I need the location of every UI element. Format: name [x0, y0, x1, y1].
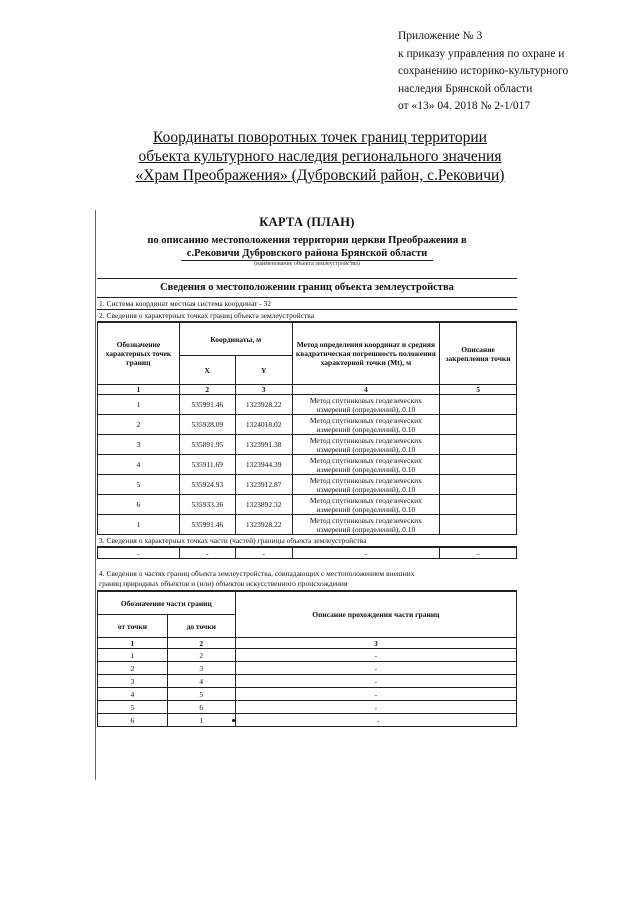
description-cell [440, 455, 517, 475]
column-number: 4 [292, 385, 440, 395]
header-coordinates: Координаты, м [179, 323, 292, 356]
method-cell [292, 495, 440, 515]
karta-subtitle-line: по описанию местоположения территории церкви Преображения в [147, 235, 467, 246]
from-cell: 5 [98, 701, 168, 714]
appendix-line: Приложение № 3 [398, 30, 483, 42]
passage-cell: - [235, 649, 516, 662]
section-3-table [97, 547, 517, 559]
header-y: Y [235, 356, 292, 385]
method-line: измерений (определений), 0.10 [316, 524, 416, 534]
appendix-line: от «13» 04. 2018 № 2-1/017 [398, 100, 531, 112]
x-cell: 535991.46 [179, 395, 235, 415]
x-cell: 535928.09 [179, 415, 235, 435]
appendix-line: сохранению историко-культурного [398, 65, 569, 77]
karta-subtitle [97, 234, 517, 261]
section-4-line: границ природных объектов и (или) объектов искусственного происхождения [99, 579, 348, 588]
empty-cell: - [440, 548, 517, 559]
method-line: Метод спутниковых геодезических [309, 475, 422, 485]
y-cell: 1323928.22 [235, 395, 292, 415]
empty-cell: - [292, 548, 440, 559]
table-row [98, 475, 517, 495]
column-number: 3 [235, 385, 292, 395]
section-3-text: 3. Сведения о характерных точках части (частей) границы объекта землеустройства [97, 535, 517, 547]
passage-cell [235, 714, 516, 727]
method-cell [292, 415, 440, 435]
table-row [98, 714, 517, 727]
passage-cell: - [235, 662, 516, 675]
karta-subtitle-line: с.Рековичи Дубровского района Брянской области [181, 247, 433, 261]
from-cell: 4 [98, 688, 168, 701]
table-row [98, 495, 517, 515]
scan-left-border [95, 210, 96, 780]
method-line: Метод спутниковых геодезических [309, 495, 422, 505]
method-line: измерений (определений), 0.10 [316, 424, 416, 434]
karta-note: (наименование объекта землеустройства) [254, 261, 360, 267]
method-line: Метод спутниковых геодезических [309, 435, 422, 445]
description-cell [440, 495, 517, 515]
table-row [98, 662, 517, 675]
header-from-point: от точки [98, 615, 168, 638]
header-x: X [179, 356, 235, 385]
header-to-point: до точки [167, 615, 235, 638]
description-cell [440, 475, 517, 495]
column-number: 5 [440, 385, 517, 395]
method-line: Метод спутниковых геодезических [309, 455, 422, 465]
column-number: 2 [167, 638, 235, 649]
empty-cell: - [179, 548, 235, 559]
table-row [98, 435, 517, 455]
from-cell: 6 [98, 714, 168, 727]
title-line: Координаты поворотных точек границ территории [153, 129, 487, 146]
column-number: 1 [98, 385, 180, 395]
column-number: 2 [179, 385, 235, 395]
table-row [98, 675, 517, 688]
header-passage-description: Описание прохождения части границ [235, 592, 516, 638]
header-parts: Обозначение части границ [98, 592, 236, 615]
coordinates-table [97, 322, 517, 535]
x-cell: 535911.69 [179, 455, 235, 475]
passage-cell: - [235, 675, 516, 688]
description-cell [440, 415, 517, 435]
table-row [98, 395, 517, 415]
method-line: измерений (определений), 0.10 [316, 504, 416, 514]
header-description: Описание закрепления точки [440, 323, 517, 385]
header-point: Обозначение характерных точек границ [98, 323, 180, 385]
table-row [98, 548, 517, 559]
method-cell [292, 515, 440, 535]
x-cell: 535933.36 [179, 495, 235, 515]
table-row [98, 455, 517, 475]
boundary-parts-table [97, 591, 517, 727]
y-cell: 1323912.87 [235, 475, 292, 495]
description-cell [440, 435, 517, 455]
point-cell: 3 [98, 435, 180, 455]
point-cell: 6 [98, 495, 180, 515]
to-cell: 2 [167, 649, 235, 662]
to-value: 1 [199, 715, 204, 725]
karta-sheet [97, 213, 517, 727]
column-number: 1 [98, 638, 168, 649]
empty-cell: - [98, 548, 180, 559]
y-cell: 1323928.22 [235, 515, 292, 535]
x-cell: 535991.46 [179, 515, 235, 535]
document-title [0, 128, 640, 185]
section-2-text: 2. Сведения о характерных точках границ объекта землеустройства [97, 310, 517, 322]
header-method: Метод определения координат и средняя квадратическая погрешность положения характерной точки (Mt), м [292, 323, 440, 385]
passage-cell: - [235, 688, 516, 701]
table-row [98, 701, 517, 714]
empty-cell: - [235, 548, 292, 559]
method-line: Метод спутниковых геодезических [309, 395, 422, 405]
method-line: измерений (определений), 0.10 [316, 484, 416, 494]
column-number: 3 [235, 638, 516, 649]
point-cell: 1 [98, 395, 180, 415]
y-cell: 1323991.38 [235, 435, 292, 455]
appendix-block [398, 28, 568, 116]
to-cell: 4 [167, 675, 235, 688]
x-cell: 535924.93 [179, 475, 235, 495]
section-title: Сведения о местоположении границ объекта землеустройства [97, 278, 517, 298]
from-cell: 2 [98, 662, 168, 675]
y-cell: 1324018.02 [235, 415, 292, 435]
description-cell [440, 515, 517, 535]
method-cell [292, 435, 440, 455]
table-row [98, 415, 517, 435]
x-cell: 535891.95 [179, 435, 235, 455]
passage-cell: - [235, 701, 516, 714]
section-4-line: 4. Сведения о частях границ объекта землеустройства, совпадающих с местоположением внешних [99, 569, 415, 578]
to-cell [167, 714, 235, 727]
to-cell: 5 [167, 688, 235, 701]
passage-value: - [377, 715, 380, 725]
karta-title: КАРТА (ПЛАН) [259, 215, 355, 229]
point-cell: 5 [98, 475, 180, 495]
to-cell: 6 [167, 701, 235, 714]
point-cell: 4 [98, 455, 180, 475]
method-line: измерений (определений), 0.10 [316, 404, 416, 414]
table-row [98, 515, 517, 535]
method-line: Метод спутниковых геодезических [309, 415, 422, 425]
method-line: измерений (определений), 0.10 [316, 464, 416, 474]
method-cell [292, 395, 440, 415]
y-cell: 1323892.32 [235, 495, 292, 515]
section-1-text: 1. Система координат местная система координат - 32 [97, 298, 517, 310]
description-cell [440, 395, 517, 415]
method-line: измерений (определений), 0.10 [316, 444, 416, 454]
appendix-line: к приказу управления по охране и [398, 47, 565, 60]
from-cell: 1 [98, 649, 168, 662]
scan-dot-icon [232, 719, 235, 722]
appendix-line: наследия Брянской области [398, 82, 533, 95]
point-cell: 1 [98, 515, 180, 535]
section-4-text [97, 568, 517, 591]
table-row [98, 688, 517, 701]
title-line: «Храм Преображения» (Дубровский район, с.Рековичи) [135, 167, 505, 184]
method-cell [292, 475, 440, 495]
table-row [98, 649, 517, 662]
y-cell: 1323944.39 [235, 455, 292, 475]
to-cell: 3 [167, 662, 235, 675]
method-cell [292, 455, 440, 475]
title-line: объекта культурного наследия регионального значения [138, 148, 502, 165]
from-cell: 3 [98, 675, 168, 688]
method-line: Метод спутниковых геодезических [309, 515, 422, 525]
point-cell: 2 [98, 415, 180, 435]
